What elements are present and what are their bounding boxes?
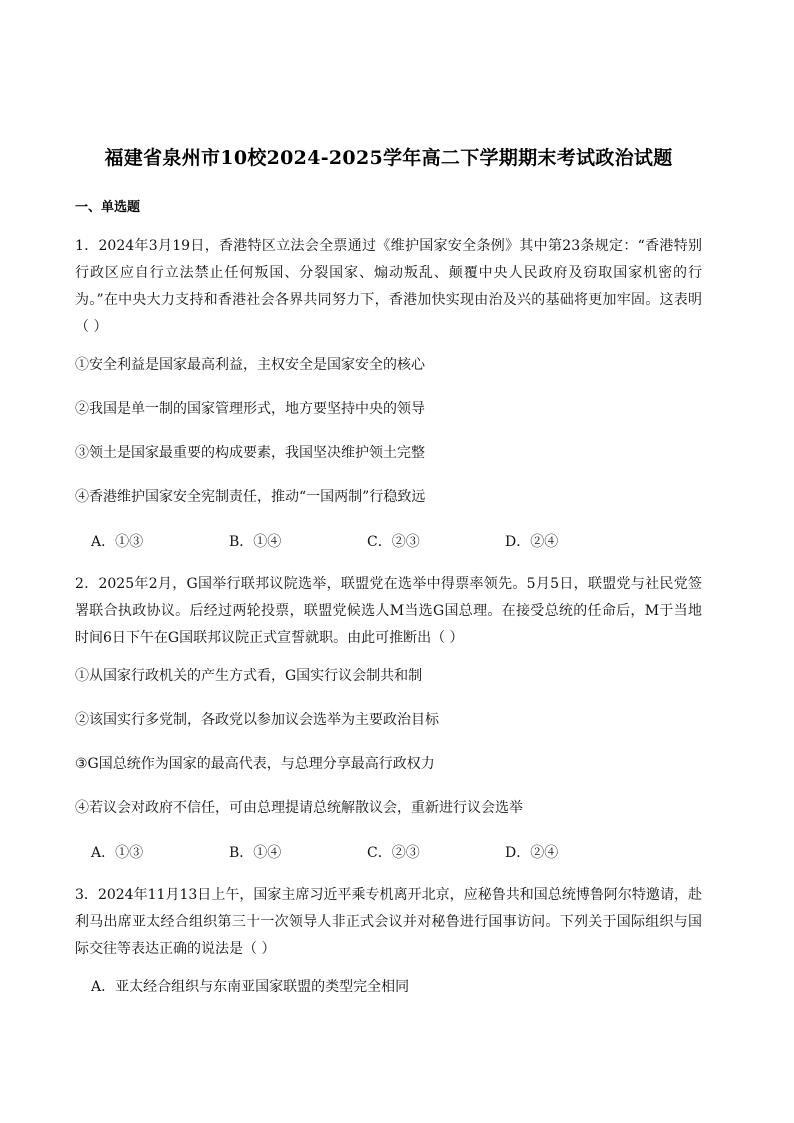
option-d[interactable]: D．②④ <box>505 534 559 550</box>
option-c[interactable]: C．②③ <box>367 845 420 861</box>
question-stem: 1．2024年3月19日，香港特区立法会全票通过《维护国家安全条例》其中第23条规定：“香港特别行政区应自行立法禁止任何叛国、分裂国家、煽动叛乱、颠覆中央人民政府及窃取国家机密的行为。”在中央大力支持和香港社会各界共同努力下，香港加快实现由治及兴的基础将更加牢固。这表明（ ） <box>75 238 702 335</box>
option-a[interactable]: A．①③ <box>91 845 144 861</box>
question-3 <box>75 882 702 997</box>
answer-options <box>91 531 702 551</box>
option-b[interactable]: B．①④ <box>229 534 282 550</box>
option-b[interactable]: B．①④ <box>229 845 282 861</box>
question-1 <box>75 233 702 551</box>
option-d[interactable]: D．②④ <box>505 845 559 861</box>
statement-4: ④香港维护国家安全宪制责任，推动“一国两制”行稳致远 <box>75 489 426 505</box>
section-heading: 一、单选题 <box>75 200 141 215</box>
statement-2: ②该国实行多党制，各政党以参加议会选举为主要政治目标 <box>75 712 439 728</box>
question-stem: 2．2025年2月，G国举行联邦议院选举，联盟党在选举中得票率领先。5月5日，联盟党与社民党签署联合执政协议。后经过两轮投票，联盟党候选人M当选G国总理。在接受总统的任命后，M于当地时间6日下午在G国联邦议院正式宣誓就职。由此可推断出（ ） <box>75 576 702 646</box>
question-stem: 3．2024年11月13日上午，国家主席习近平乘专机离开北京，应秘鲁共和国总统博鲁阿尔特邀请，赴利马出席亚太经合组织第三十一次领导人非正式会议并对秘鲁进行国事访问。下列关于国际组织与国际交往等表达正确的说法是（ ） <box>75 887 702 957</box>
exam-title: 福建省泉州市10校2024-2025学年高二下学期期末考试政治试题 <box>104 147 673 169</box>
statement-3: ③领土是国家最重要的构成要素，我国坚决维护领土完整 <box>75 445 425 461</box>
statement-1: ①从国家行政机关的产生方式看，G国实行议会制共和制 <box>75 668 423 684</box>
statement-3: ③G国总统作为国家的最高代表，与总理分享最高行政权力 <box>75 756 435 772</box>
question-2 <box>75 571 702 862</box>
option-a[interactable]: A．亚太经合组织与东南亚国家联盟的类型完全相同 <box>91 979 410 995</box>
option-a[interactable]: A．①③ <box>91 534 144 550</box>
statement-2: ②我国是单一制的国家管理形式，地方要坚持中央的领导 <box>75 401 425 417</box>
statement-1: ①安全利益是国家最高利益，主权安全是国家安全的核心 <box>75 357 425 373</box>
answer-options <box>91 842 702 862</box>
statement-4: ④若议会对政府不信任，可由总理提请总统解散议会，重新进行议会选举 <box>75 800 523 816</box>
option-c[interactable]: C．②③ <box>367 534 420 550</box>
